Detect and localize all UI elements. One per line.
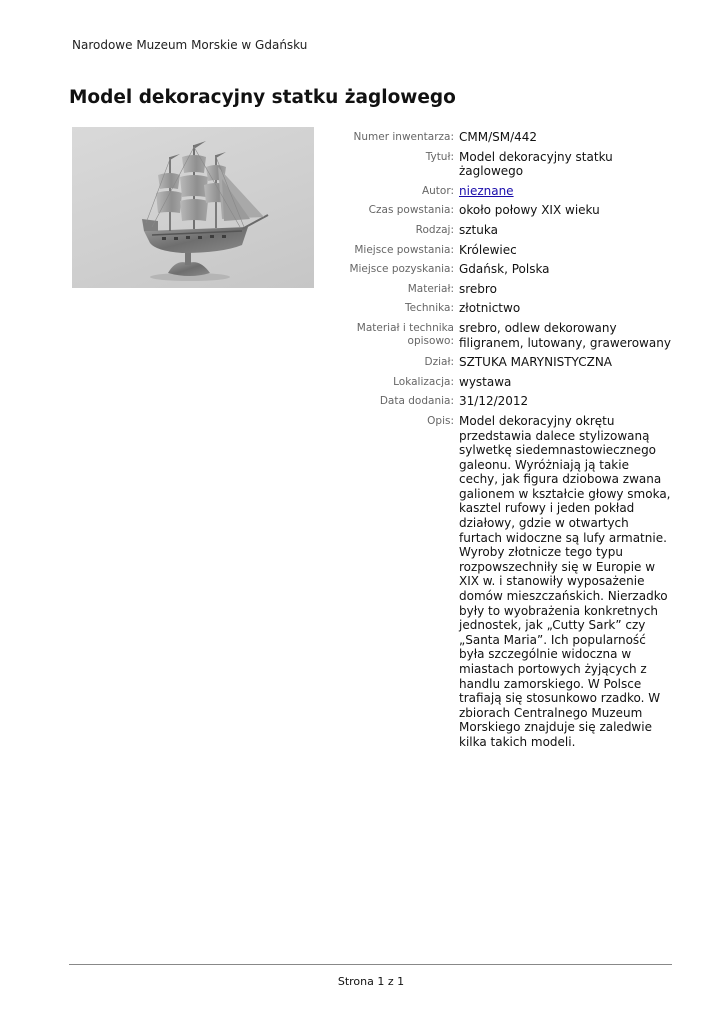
field-label: Materiał i technika opisowo: xyxy=(356,321,454,347)
field-value: wystawa xyxy=(459,374,512,389)
field-label: Technika: xyxy=(405,302,454,315)
field-value: około połowy XIX wieku xyxy=(459,203,600,218)
field-label: Dział: xyxy=(424,356,454,369)
field-value: złotnictwo xyxy=(459,301,521,316)
field-acquisition-place xyxy=(340,262,680,277)
field-value: srebro, odlew dekorowany filigranem, lutowany, grawerowany xyxy=(459,320,671,350)
field-date-added xyxy=(340,394,680,409)
field-author xyxy=(340,184,680,199)
field-creation-place xyxy=(340,243,680,258)
field-label: Czas powstania: xyxy=(368,204,454,217)
field-description xyxy=(340,414,680,750)
field-value xyxy=(459,184,671,199)
field-label: Data dodania: xyxy=(379,395,454,408)
field-value: Królewiec xyxy=(459,242,517,257)
object-details xyxy=(340,130,680,755)
field-label: Rodzaj: xyxy=(415,223,454,236)
page-title: Model dekoracyjny statku żaglowego xyxy=(69,87,456,108)
field-value: sztuka xyxy=(459,222,498,237)
field-department xyxy=(340,355,680,370)
field-value: 31/12/2012 xyxy=(459,394,529,409)
museum-name: Narodowe Muzeum Morskie w Gdańsku xyxy=(72,38,308,52)
ship-photo-icon xyxy=(72,127,314,288)
field-type xyxy=(340,223,680,238)
field-inventory-number xyxy=(340,130,680,145)
field-label: Lokalizacja: xyxy=(393,375,454,388)
field-creation-time xyxy=(340,203,680,218)
field-material-technique-description xyxy=(340,321,680,350)
field-label: Tytuł: xyxy=(425,150,454,163)
field-value: CMM/SM/442 xyxy=(459,130,538,144)
field-label: Numer inwentarza: xyxy=(353,131,454,143)
field-location xyxy=(340,375,680,390)
field-label: Autor: xyxy=(421,184,454,197)
field-technique xyxy=(340,301,680,316)
field-value: SZTUKA MARYNISTYCZNA xyxy=(459,355,613,370)
field-label: Miejsce pozyskania: xyxy=(349,263,454,276)
field-label: Materiał: xyxy=(407,282,454,295)
field-value: Gdańsk, Polska xyxy=(459,262,550,277)
field-material xyxy=(340,282,680,297)
author-link[interactable]: nieznane xyxy=(459,183,514,198)
field-label: Opis: xyxy=(427,414,454,427)
field-label: Miejsce powstania: xyxy=(354,243,454,256)
page-number: Strona 1 z 1 xyxy=(337,975,405,988)
field-title xyxy=(340,150,680,179)
field-value: Model dekoracyjny statku żaglowego xyxy=(459,149,613,179)
object-photo[interactable] xyxy=(72,127,314,288)
footer-divider xyxy=(69,964,672,965)
field-value: Model dekoracyjny okrętu przedstawia dalece stylizowaną sylwetkę siedemnastowiecznego galeonu. Wyróżniają ją takie cechy, jak figura dziobowa zwana galionem w kształcie głowy smoka, kasztel rufowy i jeden pokład działowy, gdzie w otwartych furtach widoczne są lufy armatnie. Wyroby złotnicze tego typu rozpowszechniły się w Europie w XIX w. i stanowiły wyposażenie domów mieszczańskich. Nierzadko były to wyobrażenia konkretnych jednostek, jak „Cutty Sark” czy „Santa Maria”. Ich popularność była szczególnie widoczna w miastach portowych żyjących z handlu zamorskiego. W Polsce trafiają się stosunkowo rzadko. W zbiorach Centralnego Muzeum Morskiego znajduje się zaledwie kilka takich modeli. xyxy=(459,413,671,749)
field-value: srebro xyxy=(459,281,497,296)
